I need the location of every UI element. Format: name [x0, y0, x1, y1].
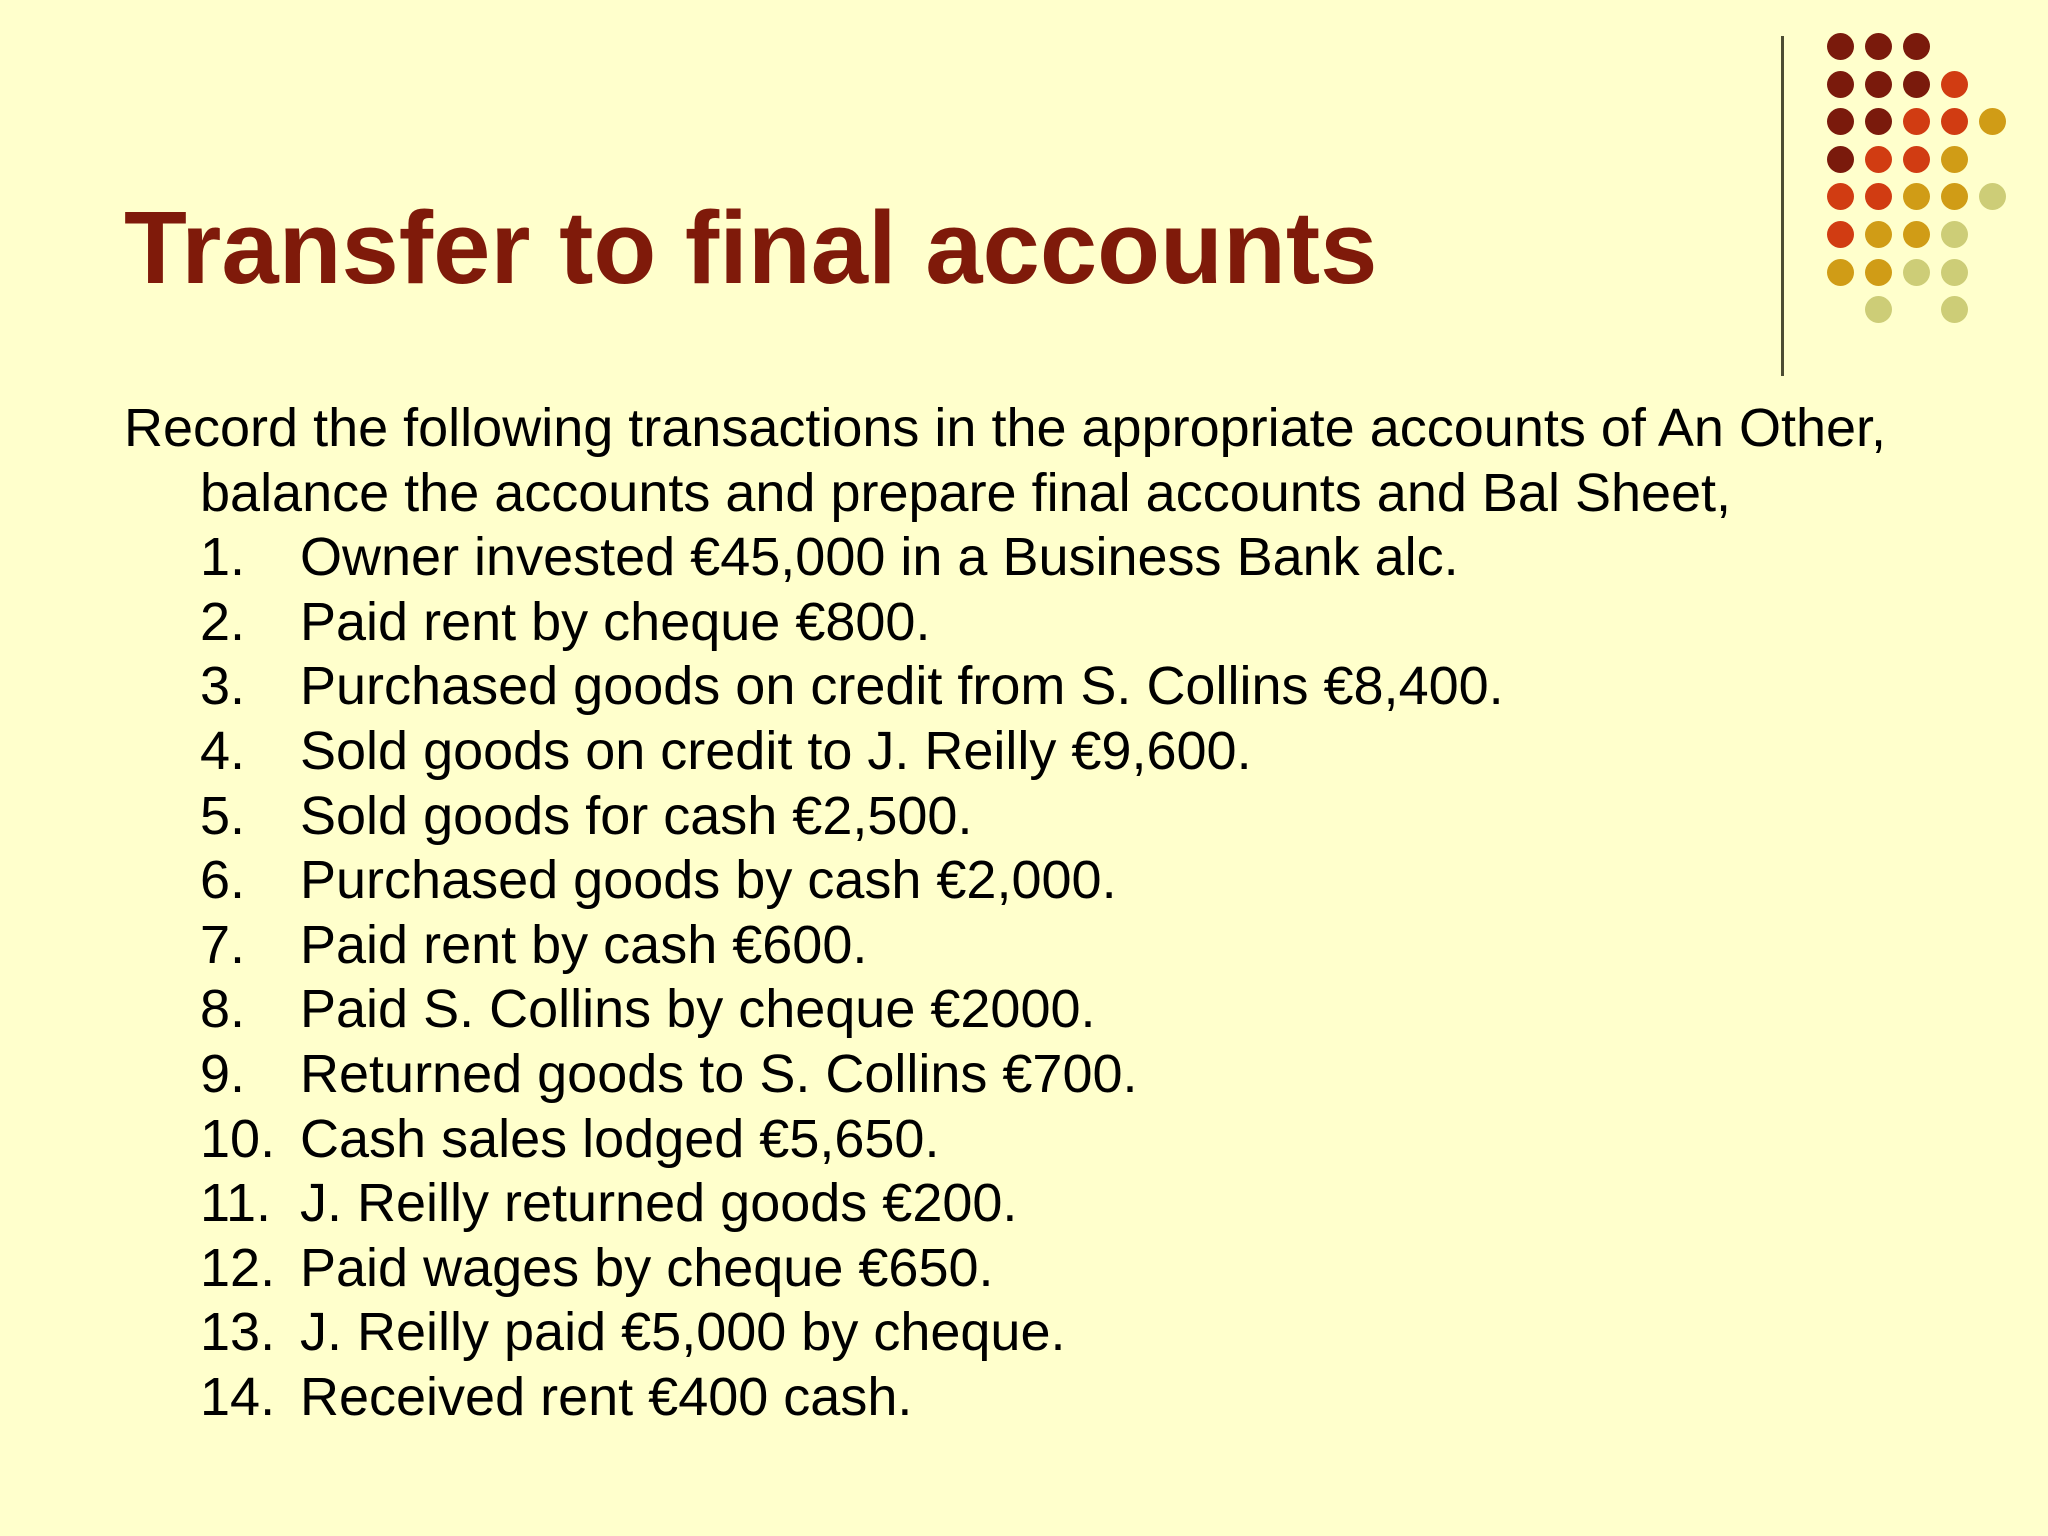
transaction-text: Purchased goods by cash €2,000.: [300, 850, 1117, 911]
transaction-item: [124, 1042, 1924, 1107]
transaction-item: [124, 977, 1924, 1042]
transaction-text: J. Reilly paid €5,000 by cheque.: [300, 1302, 1066, 1363]
transaction-number: 5.: [200, 785, 246, 846]
decorative-dot: [1865, 33, 1892, 60]
instructions-paragraph: Record the following transactions in the appropriate accounts of An Other, balance the accounts and prepare final accounts and Bal Sheet,: [124, 398, 1887, 523]
transaction-item: [124, 1365, 1924, 1430]
transaction-item: [124, 1236, 1924, 1301]
transaction-list: [124, 525, 1924, 1429]
decorative-dot: [1827, 259, 1854, 286]
transaction-item: [124, 913, 1924, 978]
decorative-dot: [1865, 71, 1892, 98]
decorative-dot: [1941, 146, 1968, 173]
transaction-number: 6.: [200, 850, 246, 911]
decorative-dot: [1865, 108, 1892, 135]
transaction-number: 4.: [200, 720, 246, 781]
transaction-number: 7.: [200, 914, 246, 975]
transaction-text: Purchased goods on credit from S. Collins €8,400.: [300, 656, 1504, 717]
decorative-dot: [1827, 33, 1854, 60]
decorative-dot: [1865, 221, 1892, 248]
decorative-dot: [1941, 221, 1968, 248]
decorative-dot: [1979, 183, 2006, 210]
slide-body: [124, 396, 1924, 1430]
transaction-item: [124, 719, 1924, 784]
decorative-dot: [1865, 296, 1892, 323]
decorative-dot: [1979, 108, 2006, 135]
transaction-text: Paid S. Collins by cheque €2000.: [300, 979, 1096, 1040]
decorative-dot: [1941, 71, 1968, 98]
transaction-text: Paid rent by cash €600.: [300, 914, 868, 975]
transaction-text: Paid wages by cheque €650.: [300, 1237, 994, 1298]
transaction-text: Sold goods for cash €2,500.: [300, 785, 973, 846]
transaction-text: Received rent €400 cash.: [300, 1366, 913, 1427]
decorative-dot: [1941, 108, 1968, 135]
transaction-number: 8.: [200, 979, 246, 1040]
transaction-item: [124, 1171, 1924, 1236]
transaction-number: 12.: [200, 1237, 276, 1298]
transaction-number: 11.: [200, 1173, 272, 1234]
decorative-dot: [1827, 108, 1854, 135]
decorative-dot: [1903, 108, 1930, 135]
transaction-text: Owner invested €45,000 in a Business Bank alc.: [300, 527, 1459, 588]
transaction-number: 13.: [200, 1302, 276, 1363]
transaction-number: 3.: [200, 656, 246, 717]
transaction-item: [124, 1300, 1924, 1365]
transaction-item: [124, 654, 1924, 719]
decorative-dot: [1903, 259, 1930, 286]
decorative-dot: [1903, 183, 1930, 210]
transaction-number: 1.: [200, 527, 246, 588]
decorative-dot: [1827, 183, 1854, 210]
decorative-dot: [1903, 146, 1930, 173]
transaction-item: [124, 848, 1924, 913]
transaction-text: Paid rent by cheque €800.: [300, 591, 931, 652]
transaction-number: 10.: [200, 1108, 276, 1169]
decorative-dot: [1827, 146, 1854, 173]
decorative-dot: [1941, 183, 1968, 210]
decorative-dot: [1865, 183, 1892, 210]
transaction-text: Sold goods on credit to J. Reilly €9,600.: [300, 720, 1252, 781]
transaction-item: [124, 590, 1924, 655]
transaction-number: 9.: [200, 1043, 246, 1104]
decorative-dot: [1903, 33, 1930, 60]
decorative-dot: [1827, 221, 1854, 248]
decorative-dot: [1865, 259, 1892, 286]
transaction-text: Returned goods to S. Collins €700.: [300, 1043, 1138, 1104]
transaction-number: 14.: [200, 1366, 276, 1427]
decorative-dot: [1941, 296, 1968, 323]
decorative-dot: [1941, 259, 1968, 286]
transaction-item: [124, 525, 1924, 590]
decorative-divider: [1781, 36, 1784, 376]
decorative-dot: [1865, 146, 1892, 173]
transaction-text: J. Reilly returned goods €200.: [300, 1173, 1018, 1234]
slide-title: Transfer to final accounts: [124, 190, 1378, 305]
transaction-text: Cash sales lodged €5,650.: [300, 1108, 940, 1169]
decorative-dot: [1827, 71, 1854, 98]
decorative-dot: [1903, 221, 1930, 248]
decorative-dot: [1903, 71, 1930, 98]
transaction-item: [124, 1107, 1924, 1172]
transaction-number: 2.: [200, 591, 246, 652]
transaction-item: [124, 784, 1924, 849]
